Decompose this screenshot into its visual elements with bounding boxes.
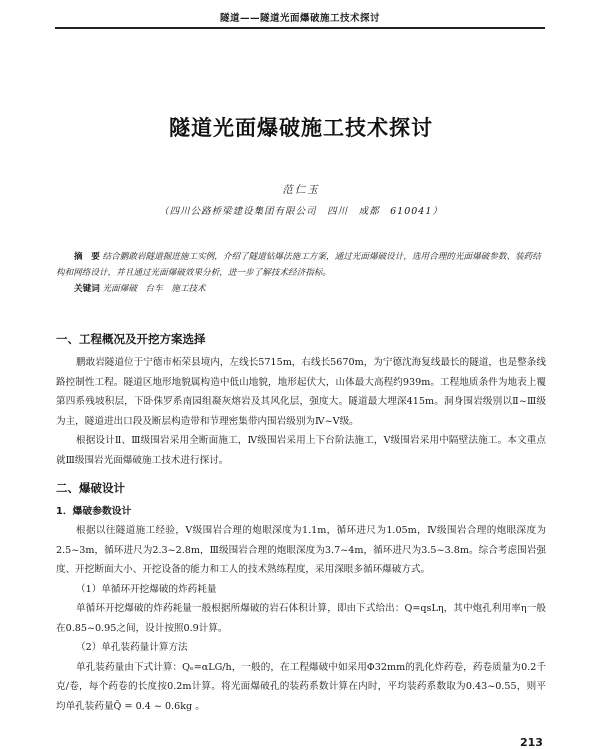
paper-title: 隧道光面爆破施工技术探讨 (169, 116, 433, 140)
affiliation: （四川公路桥梁建设集团有限公司 四川 成都 610041） (159, 206, 443, 217)
keywords (56, 281, 546, 297)
abstract-label: 摘 要 (74, 252, 100, 262)
section-2-heading: 二、爆破设计 (56, 481, 125, 495)
keywords-label: 关键词 (74, 284, 100, 294)
author: 范仁玉 (282, 184, 320, 196)
section-1-paragraph: 根据设计Ⅱ、Ⅲ级围岩采用全断面施工，Ⅳ级围岩采用上下台阶法施工，Ⅴ级围岩采用中隔壁法施工。本文重点就Ⅲ级围岩光面爆破施工技术进行探讨。 (56, 435, 546, 466)
item-1-heading: （1）单循环开挖爆破的炸药耗量 (76, 583, 217, 595)
paper-page (56, 0, 546, 716)
page-number: 213 (520, 736, 543, 749)
section-1-heading: 一、工程概况及开挖方案选择 (56, 332, 206, 346)
abstract-text: 结合鹏敢岩隧道掘进施工实例，介绍了隧道钻爆法施工方案，通过光面爆破设计，选用合理的光面爆破参数、装药结构和网络设计，并且通过光面爆破效果分析，进一步了解技术经济指标。 (56, 252, 541, 278)
item-2-heading: （2）单孔装药量计算方法 (76, 642, 188, 653)
running-head: 隧道——隧道光面爆破施工技术探讨 (219, 13, 380, 24)
item-1-paragraph: 单循环开挖爆破的炸药耗量一般根据所爆破的岩石体积计算，即由下式给出：Q=qsLη，其中炮孔利用率η一般在0.85~0.95之间，设计按照0.9计算。 (56, 603, 546, 634)
section-1-paragraph: 鹏敢岩隧道位于宁德市柘荣县境内，左线长5715m，右线长5670m，为宁德沈海复线最长的隧道，也是整条线路控制性工程。隧道区地形地貌属构造中低山地貌，地形起伏大，山体最大高程约939m。工程地质条件为地表上覆第四系残坡积层，下卧侏罗系南园组凝灰熔岩及其风化层，强度大。隧道最大埋深415m。洞身围岩级别以Ⅱ~Ⅲ级为主，隧道进出口段及断层构造带和节理密集带内围岩级别为Ⅳ~Ⅴ级。 (56, 357, 546, 427)
item-2-paragraph: 单孔装药量由下式计算：Qₑ=αLG/h，一般的，在工程爆破中如采用Φ32mm的乳化炸药卷，药卷质量为0.2千克/卷，每个药卷的长度按0.2m计算。将光面爆破孔的装药系数计算在内时，平均装药系数取为0.43~0.55，则平均单孔装药量Q̄ = 0.4 ~ 0.6kg 。 (56, 661, 546, 712)
keywords-text: 光面爆破 台车 施工技术 (102, 284, 206, 294)
abstract (56, 249, 546, 281)
subsection-1-heading: 1．爆破参数设计 (56, 506, 132, 517)
subsection-1-paragraph: 根据以往隧道施工经验，Ⅴ级围岩合理的炮眼深度为1.1m，循环进尺为1.05m，Ⅳ级围岩合理的炮眼深度为2.5~3m，循环进尺为2.3~2.8m，Ⅲ级围岩合理的炮眼深度为3.7~4m，循环进尺为3.5~3.8m。综合考虑围岩强度、开挖断面大小、开挖设备的能力和工人的技术熟练程度，采用深眼多循环爆破方式。 (56, 525, 546, 575)
